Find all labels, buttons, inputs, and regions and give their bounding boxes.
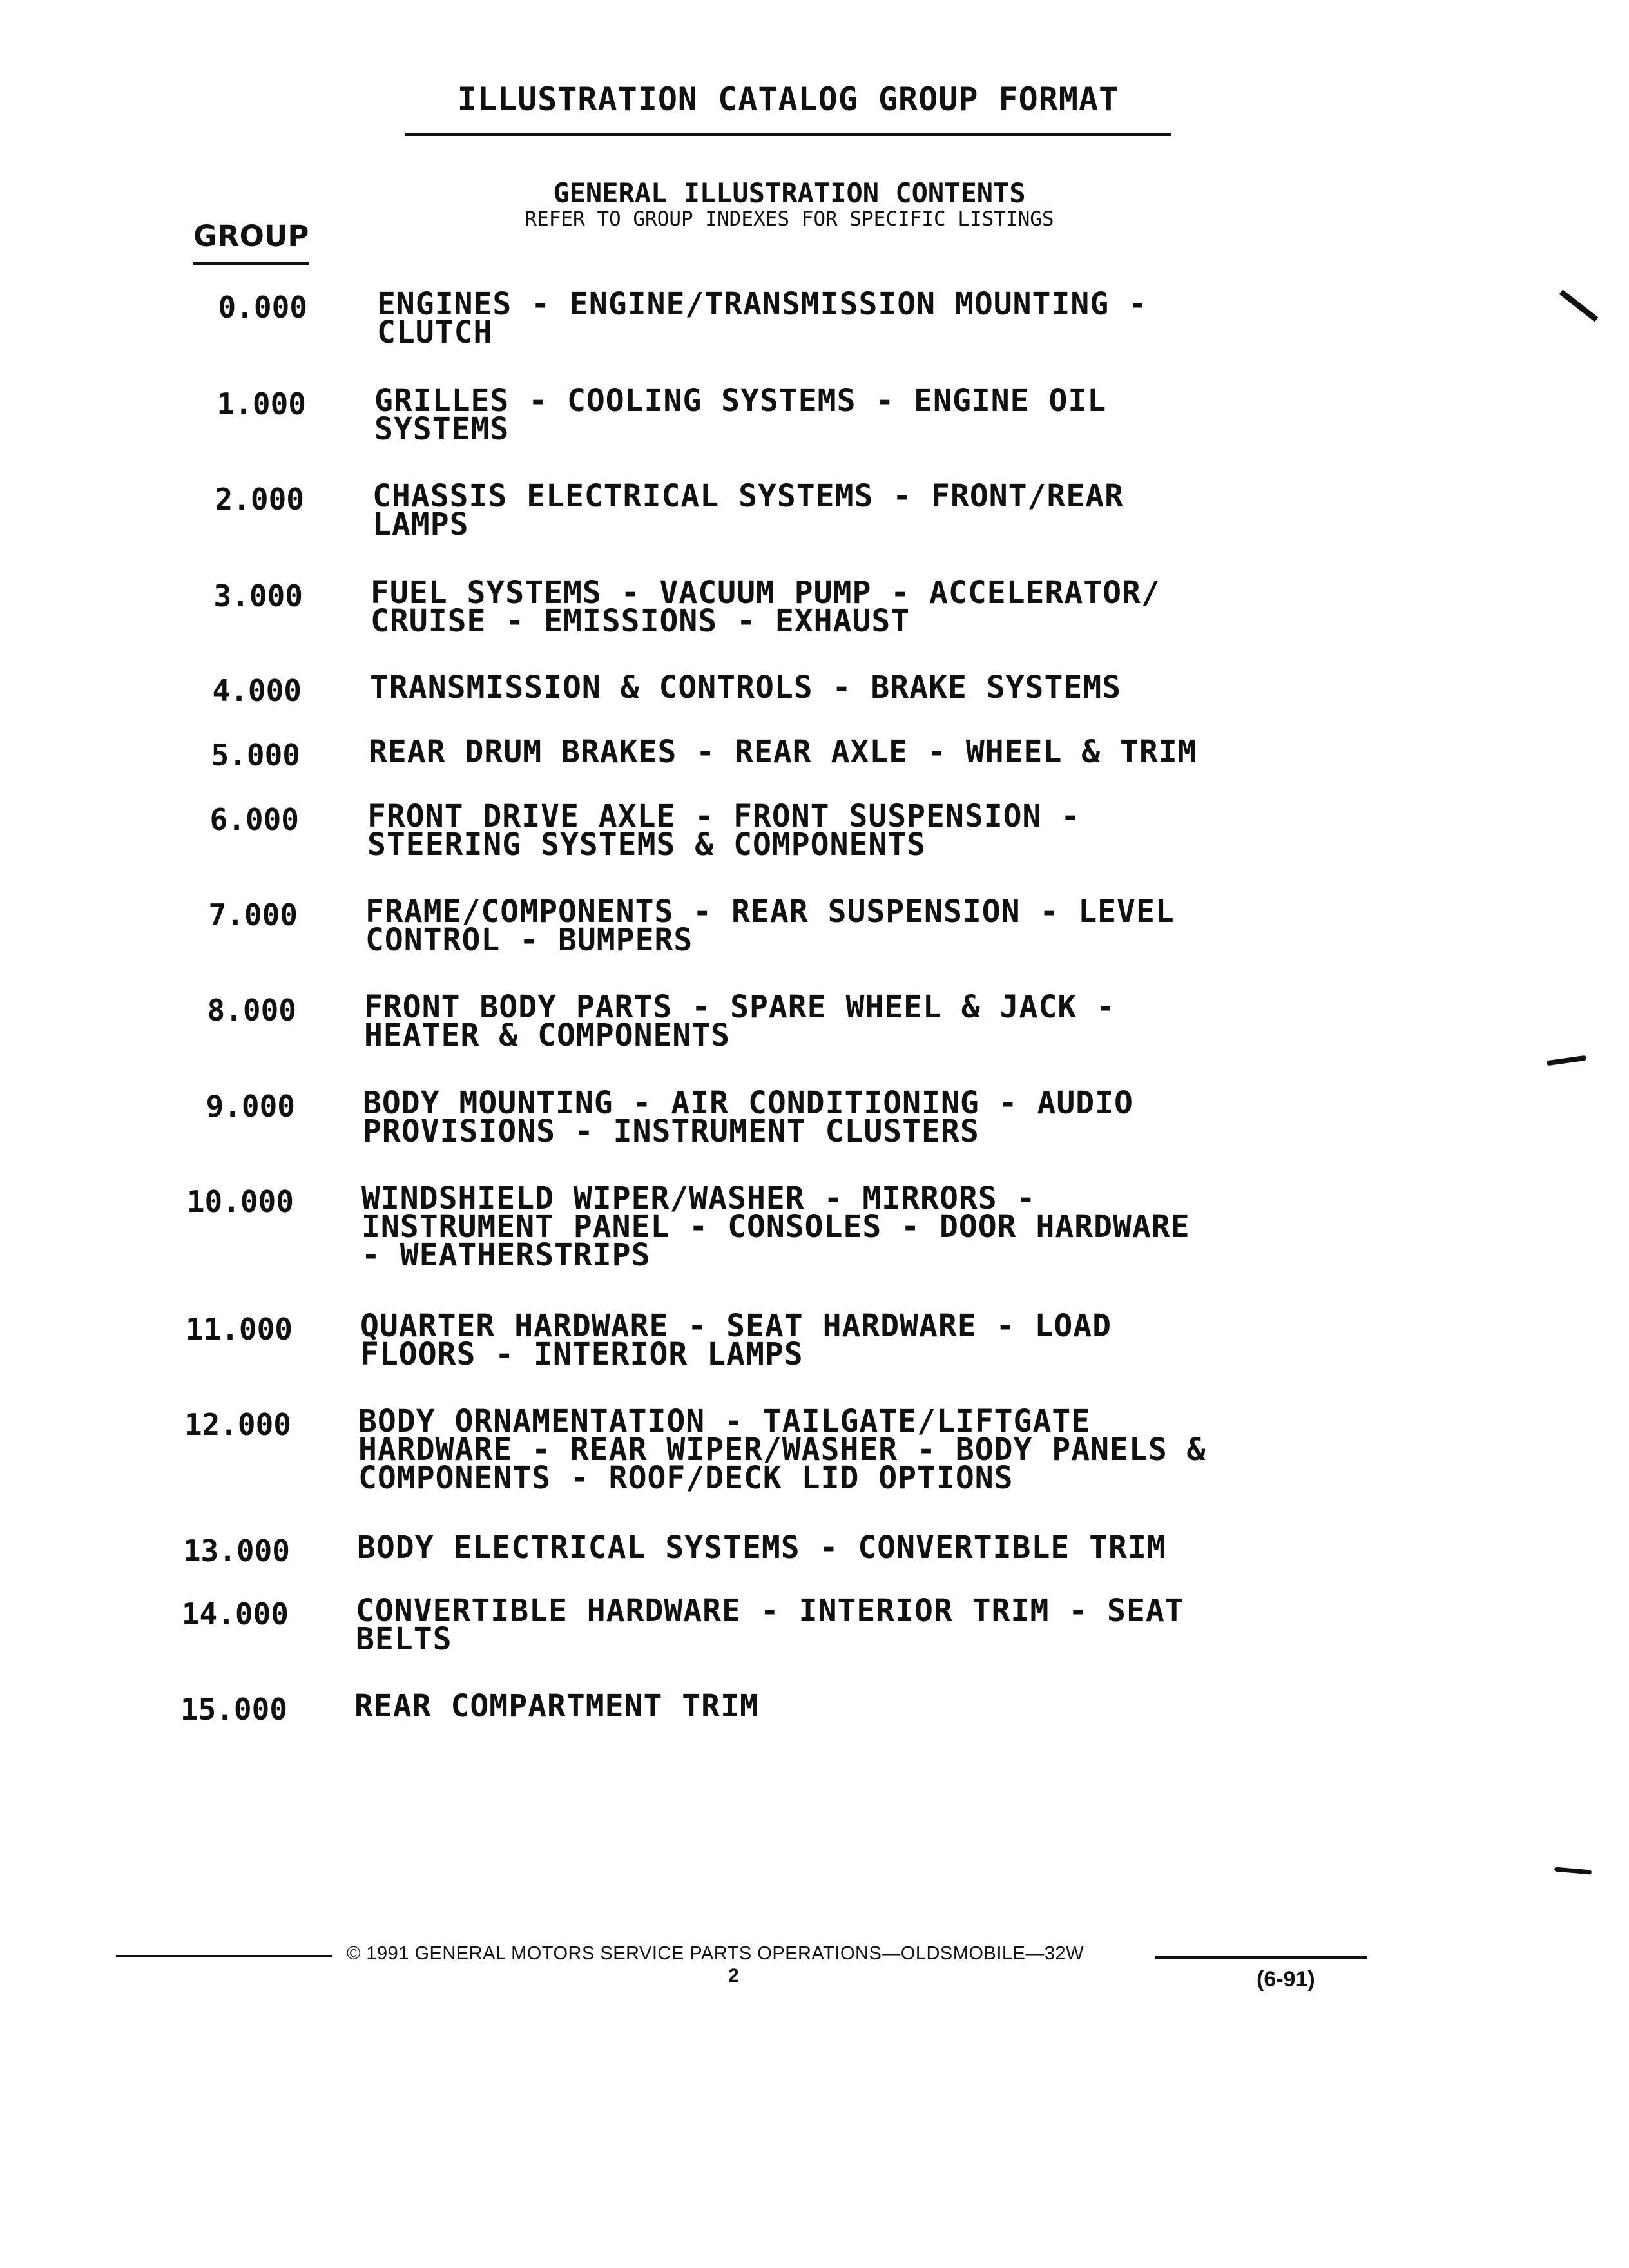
group-description-line: PROVISIONS - INSTRUMENT CLUSTERS bbox=[363, 1113, 979, 1149]
page-number: 2 bbox=[728, 1965, 739, 1986]
group-description-line: STEERING SYSTEMS & COMPONENTS bbox=[367, 827, 927, 863]
group-description bbox=[374, 383, 1405, 447]
group-description-line: WINDSHIELD WIPER/WASHER - MIRRORS - bbox=[361, 1180, 1036, 1216]
group-description bbox=[356, 1593, 1387, 1657]
group-description-line: COMPONENTS - ROOF/DECK LID OPTIONS bbox=[358, 1460, 1014, 1496]
group-description bbox=[360, 1308, 1391, 1372]
footer-rule-right bbox=[1155, 1956, 1367, 1959]
group-description-line: BELTS bbox=[356, 1621, 452, 1657]
contents-subtitle: GENERAL ILLUSTRATION CONTENTS bbox=[553, 177, 1026, 209]
group-description-line: BODY MOUNTING - AIR CONDITIONING - AUDIO bbox=[363, 1085, 1133, 1121]
group-description bbox=[365, 894, 1396, 958]
group-description-line: GRILLES - COOLING SYSTEMS - ENGINE OIL bbox=[374, 383, 1107, 419]
group-description bbox=[369, 734, 1400, 770]
group-description-line: QUARTER HARDWARE - SEAT HARDWARE - LOAD bbox=[360, 1308, 1112, 1344]
group-description bbox=[372, 478, 1403, 543]
group-heading-underline bbox=[193, 262, 309, 265]
footer-rule-left bbox=[116, 1955, 332, 1957]
group-description-line: BODY ELECTRICAL SYSTEMS - CONVERTIBLE TRIM bbox=[357, 1530, 1166, 1566]
group-description-line: CLUTCH bbox=[377, 314, 493, 351]
group-description-line: FUEL SYSTEMS - VACUUM PUMP - ACCELERATOR/ bbox=[371, 575, 1161, 611]
group-description bbox=[370, 669, 1401, 706]
group-description-line: SYSTEMS bbox=[374, 411, 510, 447]
scan-mark bbox=[1559, 289, 1599, 322]
group-number: 11.000 bbox=[185, 1312, 293, 1347]
scan-mark bbox=[1554, 1867, 1592, 1874]
group-description-line: BODY ORNAMENTATION - TAILGATE/LIFTGATE bbox=[358, 1403, 1091, 1439]
group-description-line: INSTRUMENT PANEL - CONSOLES - DOOR HARDWARE bbox=[361, 1209, 1190, 1245]
group-number: 0.000 bbox=[218, 290, 307, 325]
group-description-line: REAR DRUM BRAKES - REAR AXLE - WHEEL & TRIM bbox=[369, 734, 1197, 770]
group-description bbox=[363, 1085, 1394, 1149]
group-number: 15.000 bbox=[180, 1692, 287, 1727]
group-description bbox=[358, 1403, 1389, 1496]
group-description-line: LAMPS bbox=[372, 506, 469, 543]
group-description-line: - WEATHERSTRIPS bbox=[361, 1237, 651, 1273]
group-description-line: REAR COMPARTMENT TRIM bbox=[354, 1688, 759, 1724]
page-title: ILLUSTRATION CATALOG GROUP FORMAT bbox=[457, 81, 1119, 118]
group-number: 2.000 bbox=[215, 482, 304, 517]
group-description bbox=[371, 575, 1402, 639]
group-number: 5.000 bbox=[211, 738, 300, 773]
group-number: 6.000 bbox=[209, 802, 299, 837]
group-description bbox=[367, 798, 1398, 863]
group-description-line: FLOORS - INTERIOR LAMPS bbox=[360, 1336, 804, 1372]
group-description-line: HARDWARE - REAR WIPER/WASHER - BODY PANELS & bbox=[358, 1432, 1206, 1468]
title-underline bbox=[405, 133, 1171, 136]
group-number: 1.000 bbox=[217, 387, 306, 421]
group-description bbox=[357, 1530, 1388, 1566]
group-description bbox=[377, 286, 1408, 351]
group-number: 7.000 bbox=[208, 898, 298, 932]
group-number: 12.000 bbox=[184, 1407, 291, 1442]
group-description-line: CRUISE - EMISSIONS - EXHAUST bbox=[371, 603, 911, 639]
group-description-line: FRONT DRIVE AXLE - FRONT SUSPENSION - bbox=[367, 798, 1081, 834]
group-description-line: HEATER & COMPONENTS bbox=[364, 1017, 731, 1053]
group-number: 13.000 bbox=[182, 1533, 290, 1568]
copyright-notice: © 1991 GENERAL MOTORS SERVICE PARTS OPERATIONS—OLDSMOBILE—32W bbox=[347, 1943, 1084, 1964]
group-description-line: CONTROL - BUMPERS bbox=[365, 922, 693, 958]
group-description-line: ENGINES - ENGINE/TRANSMISSION MOUNTING - bbox=[377, 286, 1148, 322]
group-description bbox=[354, 1688, 1385, 1724]
scan-mark bbox=[1547, 1055, 1587, 1066]
group-number: 4.000 bbox=[212, 673, 302, 708]
group-number: 10.000 bbox=[186, 1184, 294, 1219]
group-description bbox=[361, 1180, 1393, 1273]
group-number: 14.000 bbox=[181, 1597, 289, 1631]
group-description-line: FRONT BODY PARTS - SPARE WHEEL & JACK - bbox=[364, 989, 1116, 1025]
group-column-heading: GROUP bbox=[193, 219, 309, 253]
group-description-line: FRAME/COMPONENTS - REAR SUSPENSION - LEVEL bbox=[365, 894, 1175, 930]
revision-date: (6-91) bbox=[1257, 1967, 1315, 1992]
group-number: 8.000 bbox=[207, 993, 296, 1028]
group-description-line: CONVERTIBLE HARDWARE - INTERIOR TRIM - SEAT bbox=[356, 1593, 1184, 1629]
group-description-line: CHASSIS ELECTRICAL SYSTEMS - FRONT/REAR bbox=[372, 478, 1124, 514]
group-number: 3.000 bbox=[213, 579, 303, 613]
group-description bbox=[364, 989, 1395, 1053]
group-number: 9.000 bbox=[206, 1089, 295, 1124]
contents-note: REFER TO GROUP INDEXES FOR SPECIFIC LISTINGS bbox=[525, 207, 1054, 231]
group-description-line: TRANSMISSION & CONTROLS - BRAKE SYSTEMS bbox=[370, 669, 1122, 706]
